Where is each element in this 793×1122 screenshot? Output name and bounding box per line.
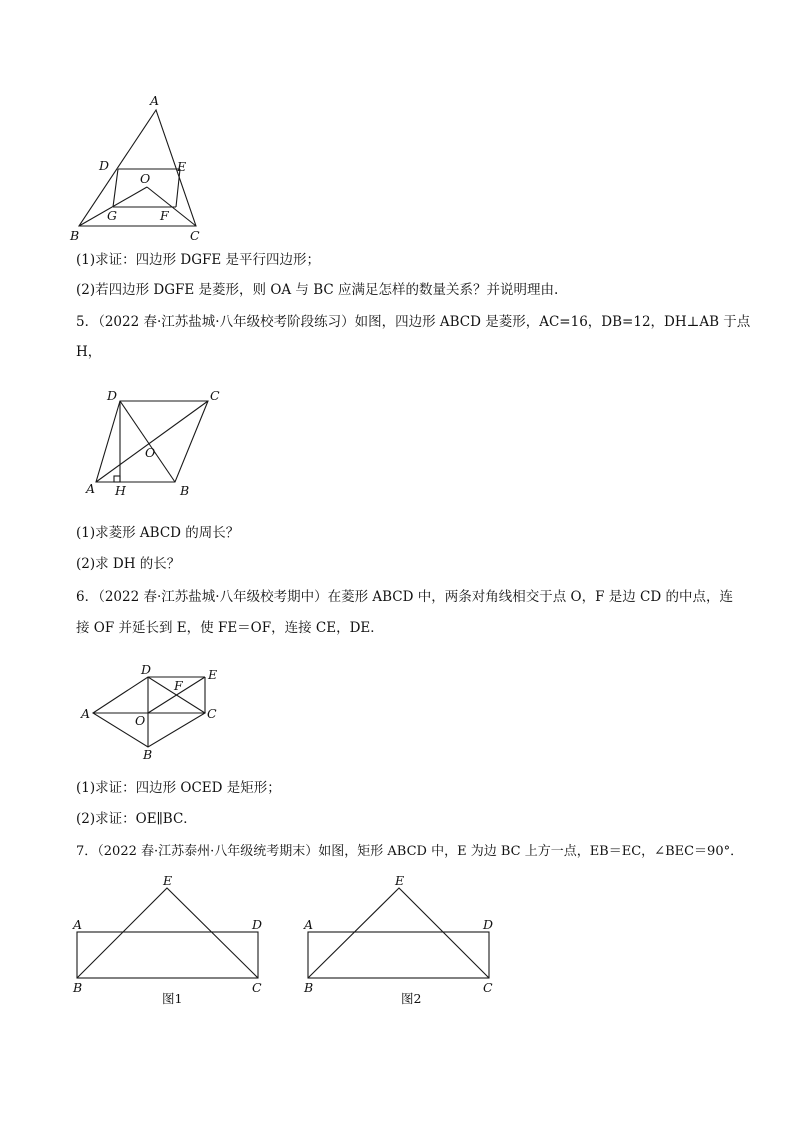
figure-caption: 图1 [162,991,183,1006]
label-c: C [190,228,200,243]
label-d: D [252,917,263,932]
label-e: E [208,667,218,682]
segment-dg [113,169,118,207]
triangle-bec [77,888,258,978]
q6-part-1: (1)求证：四边形 OCED 是矩形； [76,780,281,796]
label-e: E [395,873,405,888]
label-a: A [304,917,314,932]
label-o: O [145,445,156,460]
q5-heading-line-1: 5．（2022 春·江苏盐城·八年级校考阶段练习）如图，四边形 ABCD 是菱形，AC=16，DB=12，DH⊥AB 于点 [76,314,751,330]
q5-part-2: (2)求 DH 的长？ [76,556,181,572]
label-c: C [207,706,217,721]
label-f: F [174,678,183,693]
label-b: B [180,483,190,498]
q7-diagram-1 [72,873,262,1006]
triangle-bec [308,888,489,978]
label-b: B [304,980,314,995]
diagonal-db [120,401,175,482]
label-c: C [252,980,262,995]
label-c: C [210,388,220,403]
label-a: A [73,917,83,932]
label-b: B [73,980,83,995]
label-d: D [141,662,152,677]
q7-diagram-2 [303,873,493,1006]
label-d: D [107,388,118,403]
label-f: F [160,208,169,223]
label-c: C [483,980,493,995]
q5-diagram [85,388,220,498]
right-angle-mark [114,476,120,482]
q6-part-2: (2)求证：OE∥BC． [76,811,197,827]
label-g: G [107,208,117,223]
figure-caption: 图2 [401,991,422,1006]
label-a: A [150,93,160,108]
q5-heading-line-2: H， [76,344,102,360]
label-b: B [70,228,80,243]
q7-heading: 7．（2022 春·江苏泰州·八年级统考期末）如图，矩形 ABCD 中，E 为边 BC 上方一点，EB＝EC，∠BEC＝90°． [76,844,744,859]
q6-heading-line-1: 6．（2022 春·江苏盐城·八年级校考期中）在菱形 ABCD 中，两条对角线相交于点 O，F 是边 CD 的中点，连 [76,589,733,605]
rectangle-abcd [77,932,258,978]
q4-part-2: (2)若四边形 DGFE 是菱形，则 OA 与 BC 应满足怎样的数量关系？并说明理由. [76,282,559,298]
label-b: B [143,747,153,762]
q6-diagram [80,662,217,762]
label-d: D [99,158,110,173]
label-e: E [163,873,173,888]
q4-part-1: (1)求证：四边形 DGFE 是平行四边形； [76,252,321,268]
label-a: A [86,481,96,496]
label-e: E [177,159,187,174]
q4-diagram [69,93,200,243]
label-a: A [81,706,91,721]
label-o: O [140,171,151,186]
q6-heading-line-2: 接 OF 并延长到 E，使 FE＝OF，连接 CE，DE． [76,620,384,636]
label-o: O [135,713,146,728]
label-d: D [483,917,494,932]
q5-part-1: (1)求菱形 ABCD 的周长？ [76,525,240,541]
rectangle-abcd [308,932,489,978]
label-h: H [115,483,126,498]
